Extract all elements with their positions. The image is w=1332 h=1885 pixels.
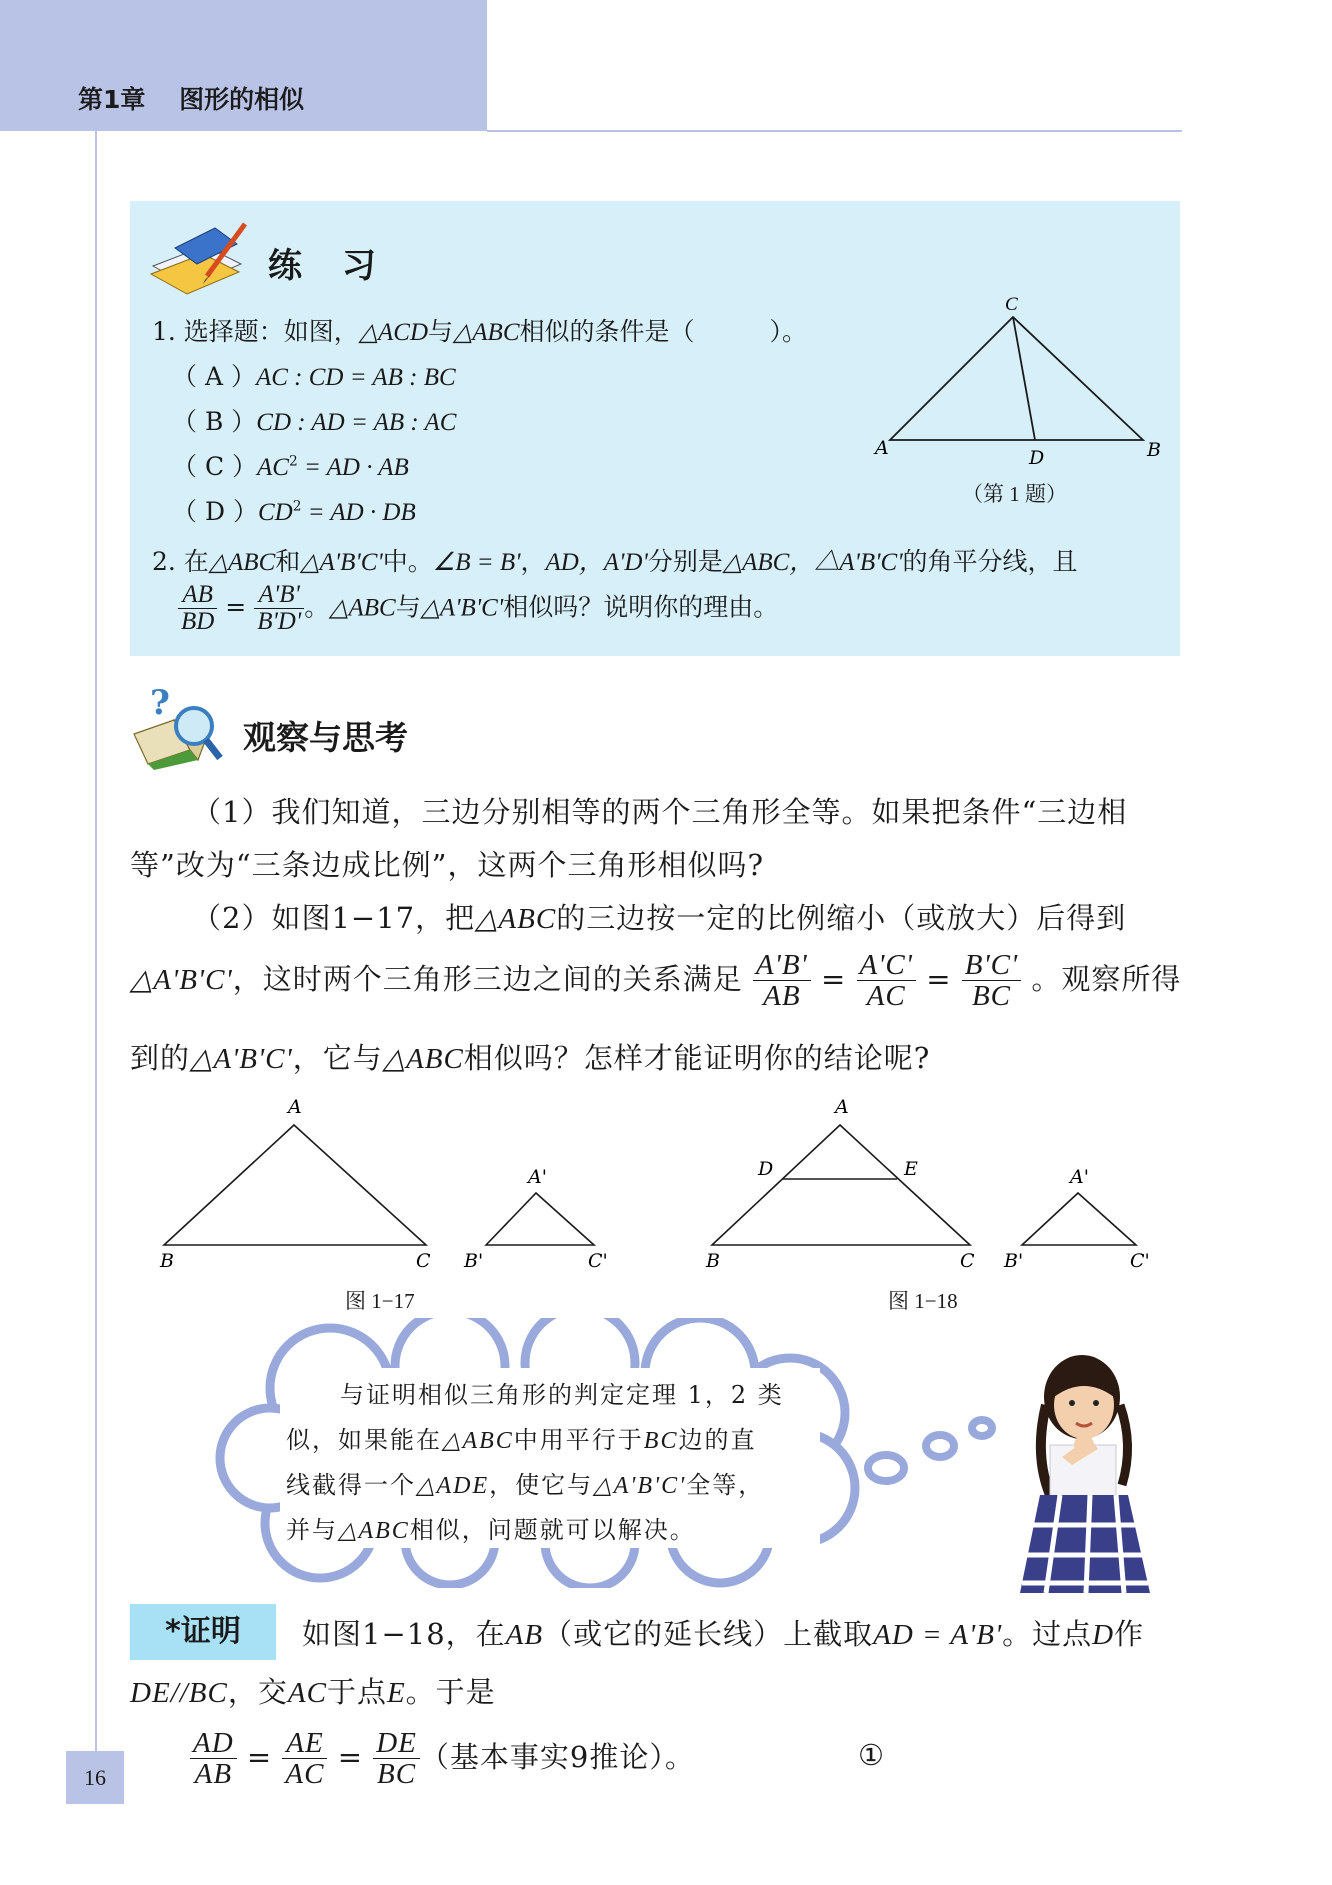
observe-text: 的三边按一定的比例缩小（或放大）后得到 <box>556 901 1127 935</box>
cloud-text: ，使它与 <box>489 1471 594 1499</box>
observe-triangle: △A'B'C' <box>130 963 233 996</box>
cloud-triangle: △A'B'C' <box>593 1473 687 1499</box>
q2-line-1 <box>152 542 1078 578</box>
observe-text: 。观察所得 <box>1031 961 1182 996</box>
fraction-numerator: AB <box>178 582 217 609</box>
figure-1-18-caption: 图 1−18 <box>888 1289 958 1313</box>
q2-line-2 <box>178 582 778 636</box>
proof-segment: DE <box>130 1677 171 1709</box>
exercise-book-icon <box>145 218 250 298</box>
triangle-abc <box>712 1125 970 1245</box>
fraction-numerator: DE <box>373 1728 420 1759</box>
triangle-abc <box>164 1125 426 1245</box>
chapter-name: 图形的相似 <box>179 85 305 114</box>
fraction-denominator: AC <box>285 1758 325 1791</box>
q1-triangle-2: △ABC <box>453 319 520 346</box>
observe-triangle: △A'B'C' <box>190 1043 293 1075</box>
chapter-number: 第1章 <box>78 85 146 114</box>
equation-marker: ① <box>858 1738 885 1772</box>
equals-sign: = <box>926 961 952 996</box>
observe-p1-line2: 等”改为“三条边成比例”，这两个三角形相似吗? <box>130 848 765 882</box>
q1-option-b <box>172 402 456 438</box>
option-exponent: 2 <box>292 498 302 515</box>
chapter-title <box>78 80 304 116</box>
figure-1-17 <box>150 1095 630 1275</box>
cloud-text: 边的直 <box>678 1426 757 1454</box>
cloud-triangle: △ABC <box>442 1428 514 1454</box>
margin-line <box>95 131 97 1751</box>
label-d: D <box>758 1158 774 1180</box>
cloud-line-2 <box>286 1418 756 1464</box>
cloud-line-1: 与证明相似三角形的判定定理 1，2 类 <box>340 1381 784 1409</box>
proof-fraction-2 <box>282 1728 327 1790</box>
cloud-text: 并与 <box>286 1516 338 1544</box>
svg-text:?: ? <box>150 683 170 723</box>
fraction-denominator: AB <box>763 980 801 1013</box>
q2-text: ， <box>520 547 546 576</box>
option-tag: （ B ） <box>172 407 257 436</box>
proof-line-1 <box>302 1612 1144 1653</box>
label-b: B <box>706 1250 720 1272</box>
cloud-triangle: △ABC <box>338 1518 410 1544</box>
cloud-triangle: △ADE <box>416 1473 490 1499</box>
label-c-prime: C' <box>588 1250 608 1272</box>
q1-triangle-1: △ACD <box>358 319 429 346</box>
header-rule <box>487 130 1182 132</box>
label-b-prime: B' <box>1004 1250 1024 1272</box>
q2-fraction-2 <box>254 582 304 636</box>
fraction-denominator: BC <box>377 1758 417 1791</box>
label-e: E <box>904 1158 918 1180</box>
magnifier-book-icon <box>128 680 228 770</box>
parallel-symbol: // <box>170 1677 189 1709</box>
fraction-denominator: B'D' <box>257 608 302 636</box>
q1-stem-mid: 与 <box>428 317 454 346</box>
proof-text: 作 <box>1114 1617 1145 1651</box>
fraction-numerator: AD <box>190 1728 237 1759</box>
q2-triangle: △ABC <box>329 594 396 622</box>
proof-point: E <box>386 1677 406 1709</box>
label-a: A <box>835 1096 849 1118</box>
proof-text: （或它的延长线）上截取 <box>543 1617 874 1651</box>
fraction-numerator: A'B' <box>753 950 811 981</box>
figure-1-18 <box>700 1095 1180 1275</box>
cloud-segment: BC <box>643 1428 679 1454</box>
option-expression: CD <box>257 499 293 526</box>
thinking-girl-illustration <box>1010 1345 1160 1595</box>
q1-option-c <box>172 447 409 483</box>
label-c-prime: C' <box>1130 1250 1150 1272</box>
label-d: D <box>1029 447 1045 469</box>
observe-text: （2）如图1−17，把 <box>192 901 476 935</box>
cloud-text: 全等， <box>686 1471 765 1499</box>
q1-option-d <box>172 492 416 528</box>
option-exponent: 2 <box>288 453 298 470</box>
label-a: A <box>288 1096 302 1118</box>
fraction-denominator: BD <box>181 608 215 636</box>
q2-text: 。 <box>304 592 330 622</box>
proof-text: 如图1−18，在 <box>302 1617 506 1651</box>
q2-text: 2. 在 <box>152 547 209 576</box>
label-c: C <box>960 1250 975 1272</box>
ratio-fraction-3 <box>962 950 1021 1012</box>
proof-fraction-3 <box>373 1728 420 1790</box>
cloud-text: 线截得一个 <box>286 1471 416 1499</box>
label-b: B <box>1147 439 1161 461</box>
q2-text: 与 <box>395 592 421 622</box>
ratio-fraction-2 <box>857 950 916 1012</box>
label-b-prime: B' <box>464 1250 484 1272</box>
proof-text: 。过点 <box>1002 1617 1093 1651</box>
option-expression: CD : AD = AB : AC <box>256 409 457 436</box>
q1-figure-caption: （第 1 题） <box>962 482 1067 506</box>
proof-line-2 <box>130 1670 496 1711</box>
cloud-text: 相似，问题就可以解决。 <box>409 1516 696 1544</box>
observe-triangle: △ABC <box>475 903 557 935</box>
proof-text: 。于是 <box>405 1675 496 1709</box>
exercise-title: 练 习 <box>268 246 390 286</box>
proof-fraction-1 <box>190 1728 237 1790</box>
triangle-a-prime <box>486 1193 594 1245</box>
figure-1-17-caption: 图 1−17 <box>345 1289 415 1313</box>
equals-sign: = <box>337 1739 364 1774</box>
q2-triangles: △ABC，△A'B'C' <box>722 549 903 576</box>
observe-p2-line2 <box>130 950 1181 1012</box>
label-a-prime: A' <box>1070 1166 1089 1188</box>
proof-equation: AD = A'B' <box>873 1619 1003 1651</box>
equals-sign: = <box>246 1739 273 1774</box>
option-tag: （ A ） <box>172 362 256 391</box>
fraction-denominator: BC <box>971 980 1011 1013</box>
q1-stem <box>152 312 807 348</box>
option-tag: （ D ） <box>172 497 258 526</box>
fraction-numerator: AE <box>282 1728 327 1759</box>
observe-text: ，这时两个三角形三边之间的关系满足 <box>232 961 743 996</box>
q2-angle: ∠B = B' <box>432 549 521 576</box>
q1-triangle-figure <box>865 290 1165 470</box>
observe-p1-line1: （1）我们知道，三边分别相等的两个三角形全等。如果把条件“三边相 <box>192 795 1128 829</box>
q2-text: 相似吗？说明你的理由。 <box>503 592 779 622</box>
proof-reason: （基本事实9推论）。 <box>419 1739 695 1774</box>
q2-triangle: △ABC <box>208 549 276 576</box>
label-a-prime: A' <box>528 1166 547 1188</box>
q2-text: 的角平分线，且 <box>902 547 1078 576</box>
q2-fraction-1 <box>178 582 217 636</box>
label-c: C <box>416 1250 431 1272</box>
proof-point: D <box>1092 1619 1115 1651</box>
page-number: 16 <box>66 1751 124 1804</box>
q1-option-a <box>172 357 456 393</box>
cloud-text: 似，如果能在 <box>286 1426 442 1454</box>
q2-text: 和 <box>275 547 301 576</box>
proof-label: *证明 <box>130 1604 276 1660</box>
option-expression-rest: = AD · DB <box>301 499 416 526</box>
observe-triangle: △ABC <box>382 1043 464 1075</box>
observe-p2-line1 <box>192 896 1126 937</box>
proof-equation-line <box>190 1728 695 1790</box>
fraction-numerator: B'C' <box>962 950 1021 981</box>
triangle-a-prime <box>1022 1193 1136 1245</box>
proof-text: 于点 <box>326 1675 387 1709</box>
label-a: A <box>875 437 889 459</box>
fraction-numerator: A'C' <box>857 950 916 981</box>
q2-text: 分别是 <box>647 547 723 576</box>
label-c: C <box>1005 294 1018 315</box>
fraction-denominator: AB <box>194 1758 233 1791</box>
q2-triangle: △A'B'C' <box>420 594 504 622</box>
option-expression: AC <box>257 454 289 481</box>
observe-text: 到的 <box>130 1041 191 1075</box>
cloud-text: 中用平行于 <box>513 1426 644 1454</box>
thought-bubbles <box>868 1420 992 1481</box>
proof-segment: AC <box>287 1677 327 1709</box>
option-tag: （ C ） <box>172 452 258 481</box>
proof-segment: BC <box>188 1677 228 1709</box>
observe-text: ，它与 <box>292 1041 383 1075</box>
option-expression: AC : CD = AB : BC <box>255 364 456 391</box>
proof-text: ，交 <box>227 1675 288 1709</box>
fraction-numerator: A'B' <box>254 582 304 609</box>
section-title: 观察与思考 <box>243 718 408 757</box>
ratio-fraction-1 <box>753 950 811 1012</box>
observe-p2-line3 <box>130 1036 930 1077</box>
q1-stem-end: 相似的条件是（ ）。 <box>519 317 808 346</box>
equals-sign: = <box>820 961 847 996</box>
cloud-line-3 <box>286 1463 764 1509</box>
label-b: B <box>160 1250 174 1272</box>
proof-segment: AB <box>505 1619 544 1651</box>
q2-triangle: △A'B'C' <box>300 549 383 576</box>
fraction-denominator: AC <box>866 980 906 1013</box>
q1-stem-text: 1. 选择题：如图， <box>152 317 359 346</box>
q2-bisectors: AD，A'D' <box>545 549 648 576</box>
observe-text: 相似吗？怎样才能证明你的结论呢? <box>463 1041 931 1075</box>
q2-text: 中。 <box>382 547 433 576</box>
equals-sign: = <box>225 592 247 622</box>
cloud-line-4 <box>286 1508 696 1554</box>
option-expression-rest: = AD · AB <box>297 454 409 481</box>
